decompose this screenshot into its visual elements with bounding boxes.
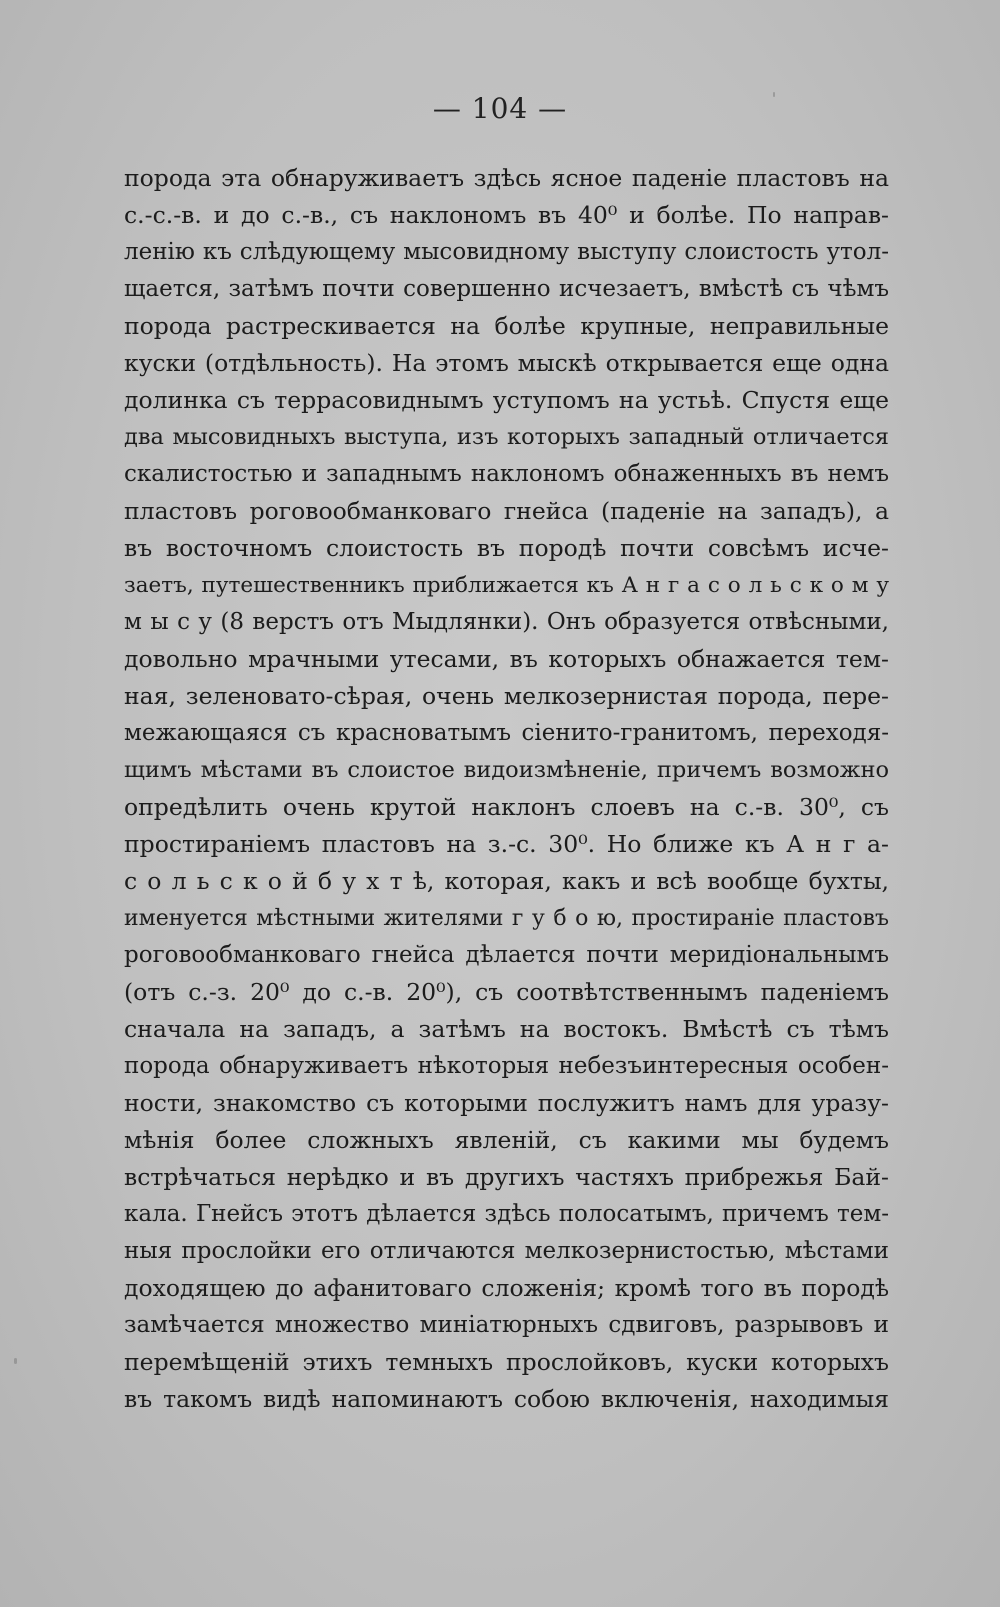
text-line: ныя прослойки его отличаются мелкозернистостью, мѣстами <box>124 1238 889 1264</box>
text-line: простираніемъ пластовъ на з.-с. 30⁰. Но ближе къ А н г а- <box>124 830 889 858</box>
text-line: опредѣлить очень крутой наклонъ слоевъ на с.-в. 30⁰, съ <box>124 793 889 821</box>
page-number: — 104 — <box>432 92 568 125</box>
text-line: доходящею до афанитоваго сложенія; кромѣ того въ породѣ <box>124 1274 889 1302</box>
text-line: перемѣщеній этихъ темныхъ прослойковъ, куски которыхъ <box>124 1348 889 1376</box>
text-line: порода растрескивается на болѣе крупные, неправильные <box>124 312 889 340</box>
text-line: ности, знакомство съ которыми послужитъ намъ для уразу- <box>124 1089 889 1117</box>
paper-speck <box>14 1358 17 1364</box>
text-line: встрѣчаться нерѣдко и въ другихъ частяхъ прибрежья Бай- <box>124 1163 889 1191</box>
text-line: куски (отдѣльность). На этомъ мыскѣ открывается еще одна <box>124 349 889 377</box>
text-line: пластовъ роговообманковаго гнейса (паденіе на западъ), а <box>124 497 889 525</box>
text-line: именуется мѣстными жителями г у б о ю, простираніе пластовъ <box>124 906 889 931</box>
text-line: въ такомъ видѣ напоминаютъ собою включенія, находимыя <box>124 1385 889 1413</box>
text-line: ленію къ слѣдующему мысовидному выступу слоистость утол- <box>124 239 889 265</box>
text-line: въ восточномъ слоистость въ породѣ почти совсѣмъ исче- <box>124 534 889 562</box>
body-text <box>124 160 889 1418</box>
text-line: межающаяся съ красноватымъ сіенито-гранитомъ, переходя- <box>124 720 889 746</box>
text-line: щается, затѣмъ почти совершенно исчезаетъ, вмѣстѣ съ чѣмъ <box>124 276 889 302</box>
text-line: долинка съ террасовиднымъ уступомъ на устьѣ. Спустя еще <box>124 386 889 414</box>
text-line: порода обнаруживаетъ нѣкоторыя небезъинтересныя особен- <box>124 1053 889 1079</box>
text-line: (отъ с.-з. 20⁰ до с.-в. 20⁰), съ соотвѣтственнымъ паденіемъ <box>124 978 889 1006</box>
text-line: замѣчается множество миніатюрныхъ сдвиговъ, разрывовъ и <box>124 1312 889 1338</box>
paper-speck <box>773 92 775 97</box>
text-line: с о л ь с к о й б у х т ѣ, которая, какъ и всѣ вообще бухты, <box>124 867 889 895</box>
text-line: скалистостью и западнымъ наклономъ обнаженныхъ въ немъ <box>124 461 889 487</box>
text-line: заетъ, путешественникъ приближается къ А н г а с о л ь с к о м у <box>124 573 889 598</box>
text-line: ная, зеленовато-сѣрая, очень мелкозернистая порода, пере- <box>124 682 889 710</box>
text-line: порода эта обнаруживаетъ здѣсь ясное паденіе пластовъ на <box>124 164 889 192</box>
text-line: мѣнія более сложныхъ явленій, съ какими мы будемъ <box>124 1126 889 1154</box>
text-line: м ы с у (8 верстъ отъ Мыдлянки). Онъ образуется отвѣсными, <box>124 609 889 635</box>
text-line: роговообманковаго гнейса дѣлается почти меридіональнымъ <box>124 942 889 968</box>
text-line: довольно мрачными утесами, въ которыхъ обнажается тем- <box>124 645 889 673</box>
text-line: с.-с.-в. и до с.-в., съ наклономъ въ 40⁰ и болѣе. По направ- <box>124 201 889 229</box>
text-line: щимъ мѣстами въ слоистое видоизмѣненіе, причемъ возможно <box>124 757 889 783</box>
text-line: кала. Гнейсъ этотъ дѣлается здѣсь полосатымъ, причемъ тем- <box>124 1201 889 1227</box>
text-line: сначала на западъ, а затѣмъ на востокъ. Вмѣстѣ съ тѣмъ <box>124 1015 889 1043</box>
text-line: два мысовидныхъ выступа, изъ которыхъ западный отличается <box>124 424 889 450</box>
